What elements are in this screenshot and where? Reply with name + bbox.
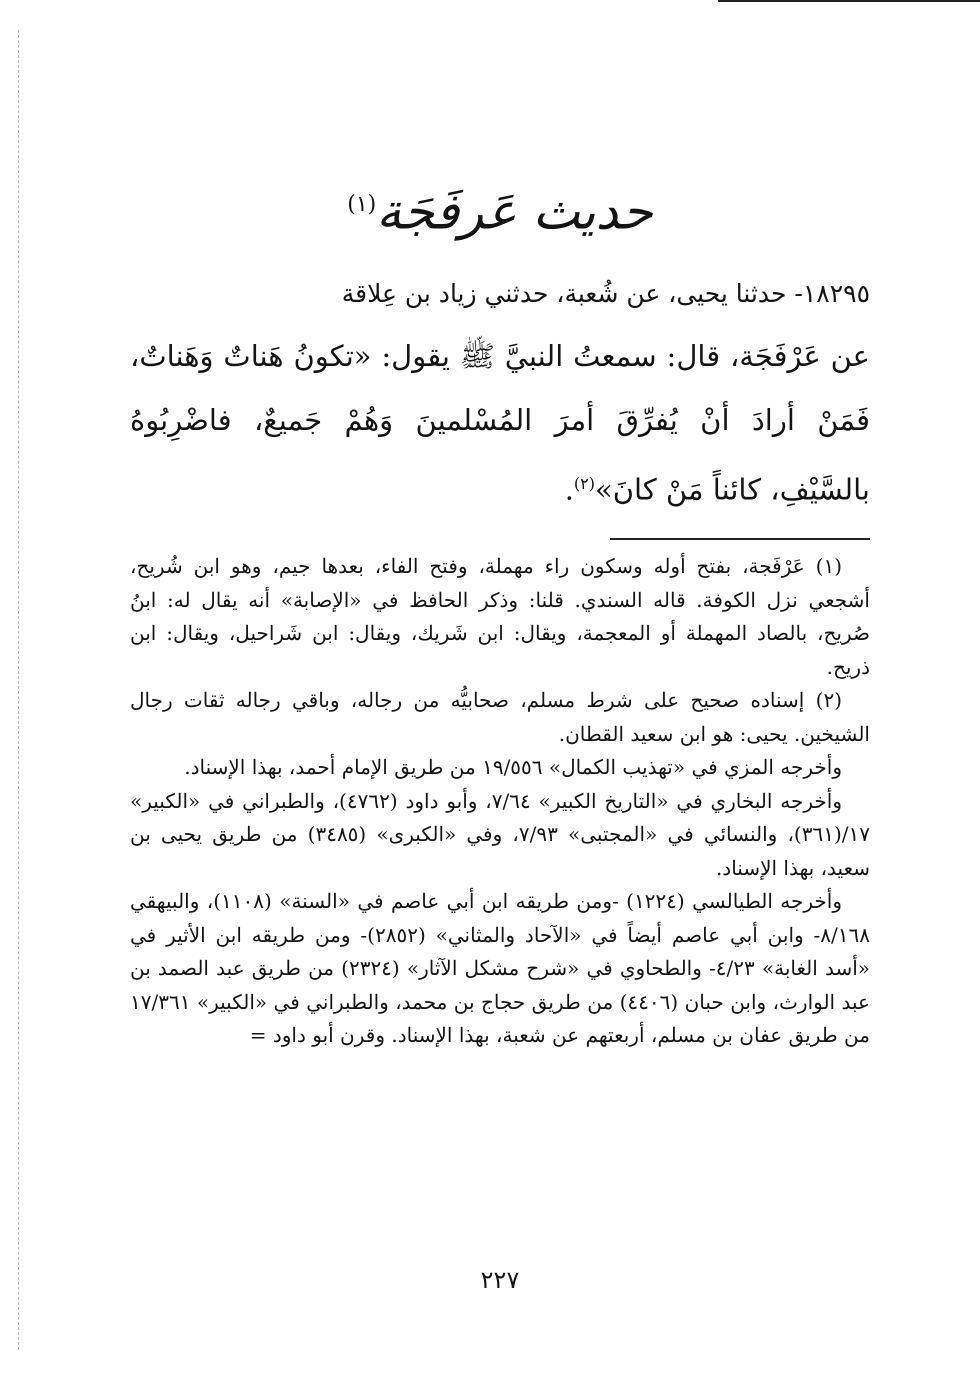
chapter-title-text: حديث عَرفَجَة <box>376 182 653 241</box>
footnote-separator <box>610 538 870 540</box>
footnote-2-takhrij-3: وأخرجه الطيالسي (١٢٢٤) -ومن طريقه ابن أبي عاصم في «السنة» (١١٠٨)، والبيهقي ٨/١٦٨- وابن أبي عاصم أيضاً في «الآحاد والمثاني» (٢٨٥٢)- ومن طريقه ابن الأثير في «أسد الغابة» ٤/٢٣- والطحاوي في «شرح مشكل الآثار» (٢٣٢٤) من طريق عبد الصمد بن عبد الوارث، وابن حبان (٤٤٠٦) من طريق حجاج بن محمد، والطبراني في «الكبير» ١٧/٣٦١ من طريق عفان بن مسلم، أربعتهم عن شعبة، بهذا الإسناد. وقرن أبو داود = <box>130 889 870 1047</box>
chapter-title <box>130 170 870 247</box>
footnote-2: (٢) إسناده صحيح على شرط مسلم، صحابيُّه من رجاله، وباقي رجاله ثقات رجال الشيخين. يحيى: هو ابن سعيد القطان. <box>130 688 870 746</box>
hadith-end-mark: . <box>564 472 574 507</box>
scan-margin-line <box>18 30 19 1350</box>
footnote-2-takhrij-1: وأخرجه المزي في «تهذيب الكمال» ١٩/٥٥٦ من طريق الإمام أحمد، بهذا الإسناد. <box>184 755 842 779</box>
hadith-isnad: حدثنا يحيى، عن شُعبة، حدثني زياد بن عِلاقة <box>341 279 787 308</box>
footnote-1: (١) عَرْفَجة، بفتح أوله وسكون راء مهملة، وفتح الفاء، بعدها جيم، وهو ابن شُريح، أشجعي نزل الكوفة. قاله السندي. قلنا: وذكر الحافظ في «الإصابة» أنه يقال له: ابنُ صُريح، بالصاد المهملة أو المعجمة، ويقال: ابن شَريك، ويقال: ابن شَراحيل، ويقال: ابن ذريح. <box>130 554 870 679</box>
hadith-text <box>130 324 870 522</box>
footnote-2-takhrij-2: وأخرجه البخاري في «التاريخ الكبير» ٧/٦٤، وأبو داود (٤٧٦٢)، والطبراني في «الكبير» ١٧/(٣٦١)، والنسائي في «المجتبى» ٧/٩٣، وفي «الكبرى» (٣٤٨٥) من طريق يحيى بن سعيد، بهذا الإسناد. <box>130 788 870 880</box>
book-page <box>130 0 870 1400</box>
hadith-matn: عن عَرْفَجَة، قال: سمعتُ النبيَّ ﷺ يقول: «تكونُ هَناتٌ وَهَناتٌ، فَمَنْ أرادَ أنْ يُفرِّقَ أمرَ المُسْلمينَ وَهُمْ جَميعٌ، فاضْرِبُوهُ بالسَّيْفِ، كائناً مَنْ كانَ» <box>130 339 870 507</box>
hadith-number: ١٨٢٩٥- <box>786 279 870 308</box>
footnotes <box>130 550 870 1053</box>
hadith-header <box>130 274 870 314</box>
title-footnote-ref: (١) <box>347 192 377 217</box>
hadith-footnote-ref: (٢) <box>573 474 595 493</box>
page-number: ٢٢٧ <box>480 1266 520 1294</box>
